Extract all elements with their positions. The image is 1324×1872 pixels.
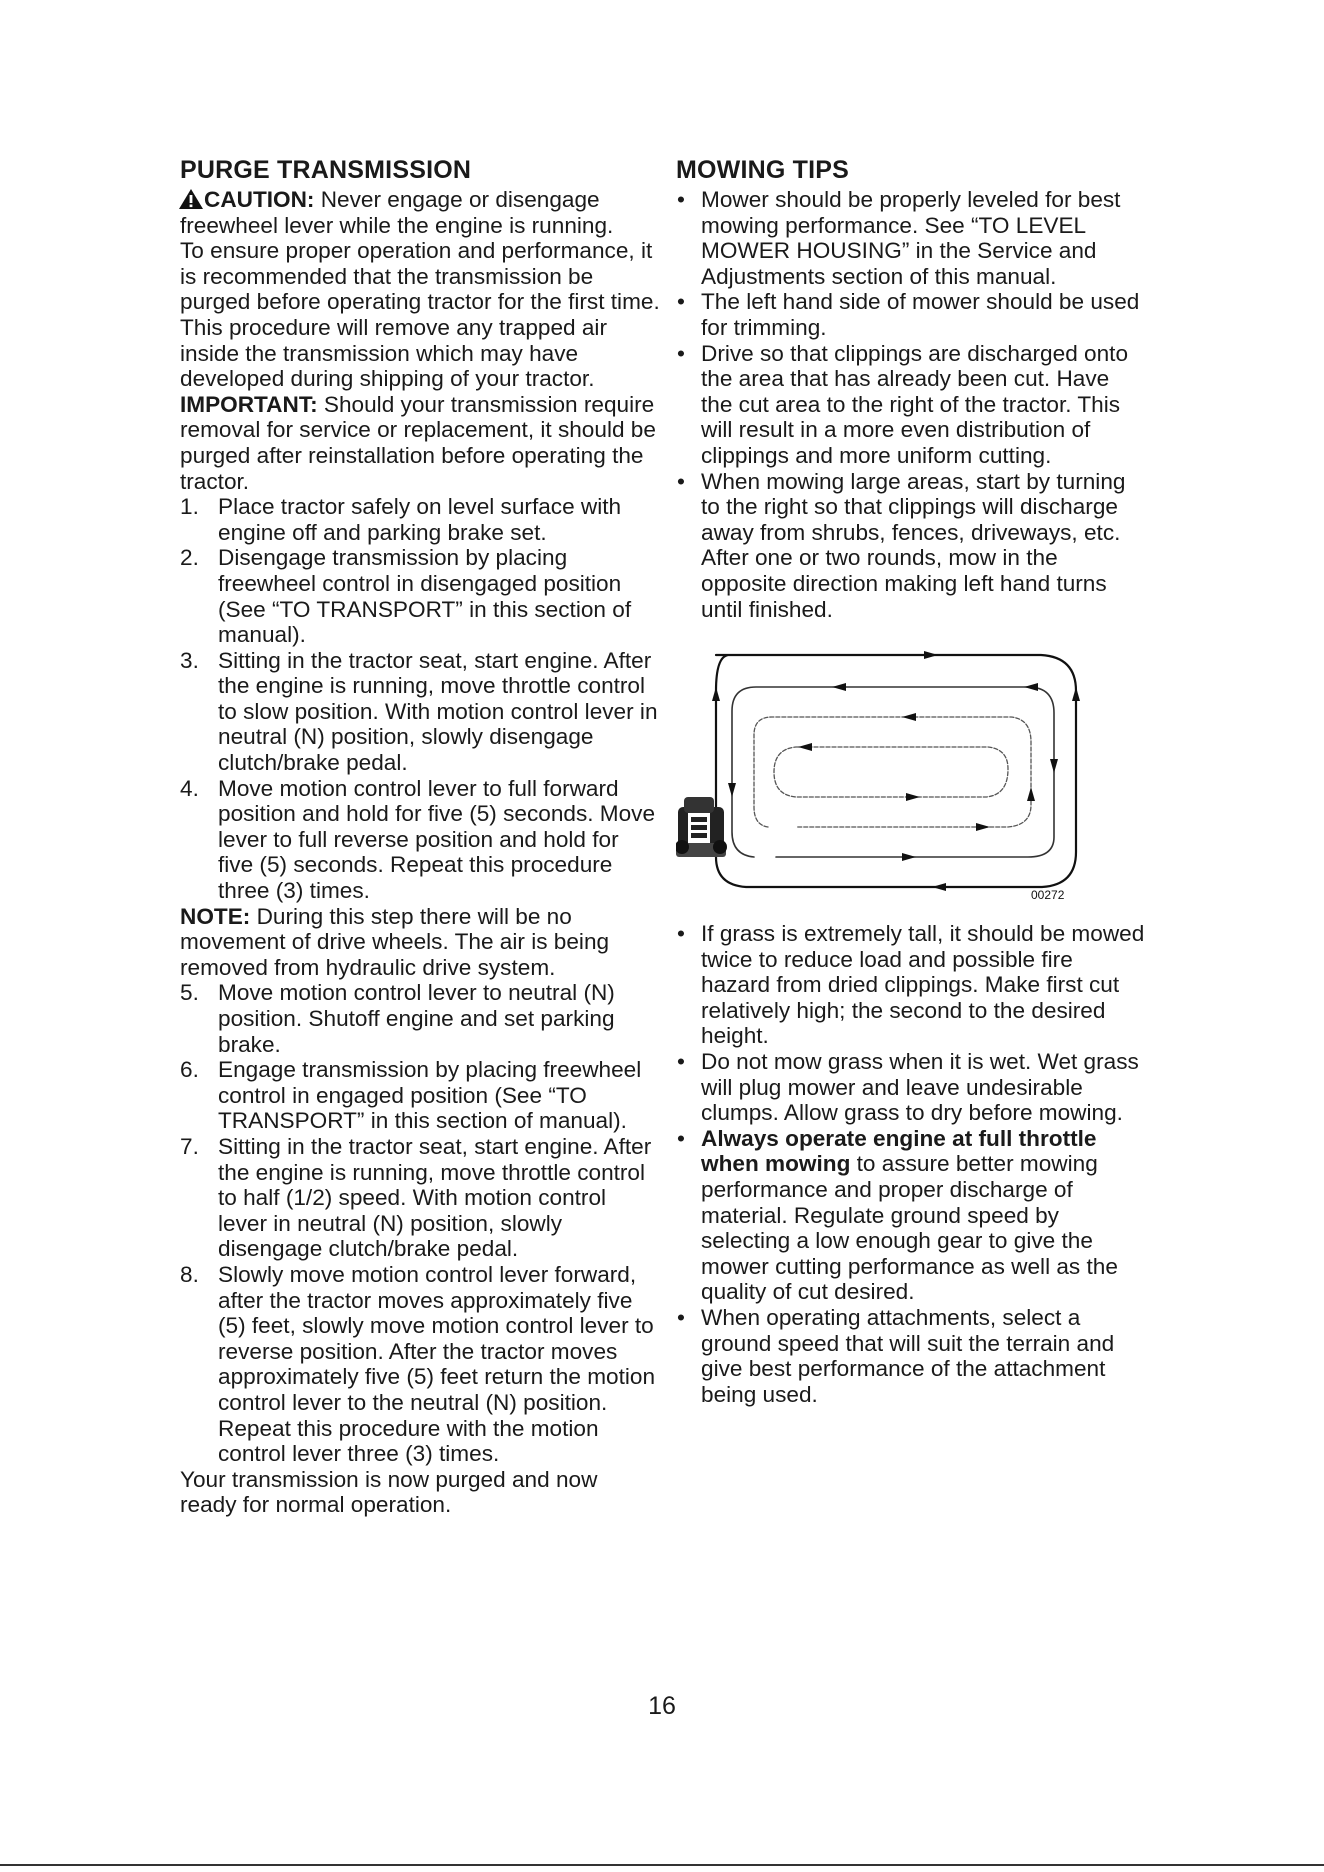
important-label: IMPORTANT:: [180, 391, 318, 417]
step-text: Disengage transmission by placing freewheel control in disengaged position (See “TO TRANSPORT” in this section of manual).: [218, 545, 632, 648]
list-item: [180, 1262, 660, 1467]
tip-text: Do not mow grass when it is wet. Wet grass will plug mower and leave undesirable clumps. Allow grass to dry before mowing.: [701, 1049, 1139, 1126]
diagram-code: 00272: [1031, 888, 1065, 903]
list-item: [180, 1057, 660, 1134]
caution-text: Never engage or disengage freewheel lever while the engine is running.: [180, 187, 614, 238]
bullet: •: [677, 1049, 685, 1075]
mowing-tips-heading: MOWING TIPS: [676, 156, 850, 184]
closing-paragraph: Your transmission is now purged and now ready for normal operation.: [180, 1466, 598, 1518]
list-item: [676, 187, 1146, 289]
note-paragraph: [180, 904, 660, 981]
purge-steps-list-a: [180, 494, 660, 904]
tip-text: The left hand side of mower should be used for trimming.: [701, 289, 1140, 340]
list-item: [676, 1305, 1146, 1407]
purge-transmission-column: [180, 156, 660, 1518]
caution-label: CAUTION:: [204, 187, 315, 212]
bullet: •: [677, 1305, 685, 1330]
bullet: •: [677, 340, 685, 366]
important-text: Should your transmission require removal for service or replacement, it should be purged after reinstallation before operating the tractor.: [180, 391, 656, 494]
step-text: Engage transmission by placing freewheel control in engaged position (See “TO TRANSPORT” in this section of manual).: [218, 1057, 642, 1134]
step-text: Move motion control lever to neutral (N) position. Shutoff engine and set parking brake.: [218, 980, 615, 1057]
note-text: During this step there will be no movement of drive wheels. The air is being removed from hydraulic drive system.: [180, 903, 610, 980]
caution-paragraph: [180, 187, 660, 238]
tip-text: If grass is extremely tall, it should be mowed twice to reduce load and possible fire hazard from dried clippings. Make first cut relatively high; the second to the desired height.: [701, 921, 1145, 1049]
mowing-tips-list-a: [676, 187, 1146, 622]
step-text: Sitting in the tractor seat, start engine. After the engine is running, move throttle control to slow position. With motion control lever in neutral (N) position, slowly disengage clutch/brake pedal.: [218, 647, 658, 776]
list-item: [676, 341, 1146, 469]
list-item: [180, 648, 660, 776]
step-text: Sitting in the tractor seat, start engine. After the engine is running, move throttle control to half (1/2) speed. With motion control lever in neutral (N) position, slowly disengage clutch/brake pedal.: [218, 1133, 652, 1262]
page-number: 16: [648, 1692, 676, 1720]
tip-text: Drive so that clippings are discharged onto the area that has already been cut. Have the cut area to the right of the tractor. This will result in a more even distribution of clippings and more uniform cutting.: [701, 340, 1129, 468]
list-item: [180, 494, 660, 545]
step-text: Place tractor safely on level surface with engine off and parking brake set.: [218, 494, 622, 545]
warning-triangle-icon: [178, 188, 204, 210]
list-item: [676, 921, 1146, 1049]
list-item: [676, 1049, 1146, 1126]
purge-steps-list-b: [180, 980, 660, 1466]
tip-text: Mower should be properly leveled for best mowing performance. See “TO LEVEL MOWER HOUSING” in the Service and Adjustments section of this manual.: [701, 187, 1121, 289]
bullet: •: [677, 468, 685, 494]
important-paragraph: [180, 392, 660, 494]
bullet: •: [677, 921, 685, 947]
step-number: 6.: [180, 1057, 199, 1083]
step-number: 7.: [180, 1133, 199, 1159]
step-number: 4.: [180, 775, 199, 801]
tip-bold-text: Always operate engine at full throttle when mowing: [701, 1125, 1097, 1177]
step-text: Slowly move motion control lever forward, after the tractor moves approximately five (5) feet, slowly move motion control lever to reverse position. After the tractor moves approximately five (5) feet return the motion control lever to the neutral (N) position. Repeat this procedure with the motion control lever three (3) times.: [218, 1261, 656, 1467]
step-number: 1.: [180, 494, 199, 520]
mowing-pattern-diagram: [676, 647, 1096, 903]
list-item: [180, 980, 660, 1057]
step-number: 5.: [180, 980, 199, 1006]
tip-text: When operating attachments, select a ground speed that will suit the terrain and give best performance of the attachment being used.: [701, 1305, 1115, 1407]
step-text: Move motion control lever to full forward position and hold for five (5) seconds. Move lever to full reverse position and hold for five (5) seconds. Repeat this procedure three (3) times.: [218, 775, 656, 904]
list-item: [180, 545, 660, 647]
bullet: •: [677, 289, 685, 315]
list-item: [180, 776, 660, 904]
purge-transmission-heading: PURGE TRANSMISSION: [180, 156, 472, 184]
bullet: •: [677, 187, 685, 212]
tip-text: When mowing large areas, start by turning to the right so that clippings will discharge away from shrubs, fences, driveways, etc. After one or two rounds, mow in the opposite direction making left hand turns until finished.: [701, 468, 1126, 622]
mowing-tips-list-b: [676, 921, 1146, 1407]
list-item: [180, 1134, 660, 1262]
list-item: [676, 1126, 1146, 1305]
note-label: NOTE:: [180, 903, 251, 929]
list-item: [676, 289, 1146, 340]
tip-text: to assure better mowing performance and proper discharge of material. Regulate ground speed by selecting a low enough gear to give the mower cutting performance as well as the quality of cut desired.: [701, 1151, 1118, 1305]
step-number: 2.: [180, 545, 199, 571]
mowing-tips-column: [676, 156, 1146, 1407]
intro-paragraph: To ensure proper operation and performance, it is recommended that the transmission be purged before operating tractor for the first time. This procedure will remove any trapped air inside the transmission which may have developed during shipping of your tractor.: [180, 238, 660, 392]
step-number: 8.: [180, 1261, 199, 1287]
bottom-divider: [0, 1864, 1324, 1866]
tractor-icon: [676, 797, 727, 857]
bullet: •: [677, 1125, 685, 1151]
step-number: 3.: [180, 647, 199, 673]
list-item: [676, 469, 1146, 623]
